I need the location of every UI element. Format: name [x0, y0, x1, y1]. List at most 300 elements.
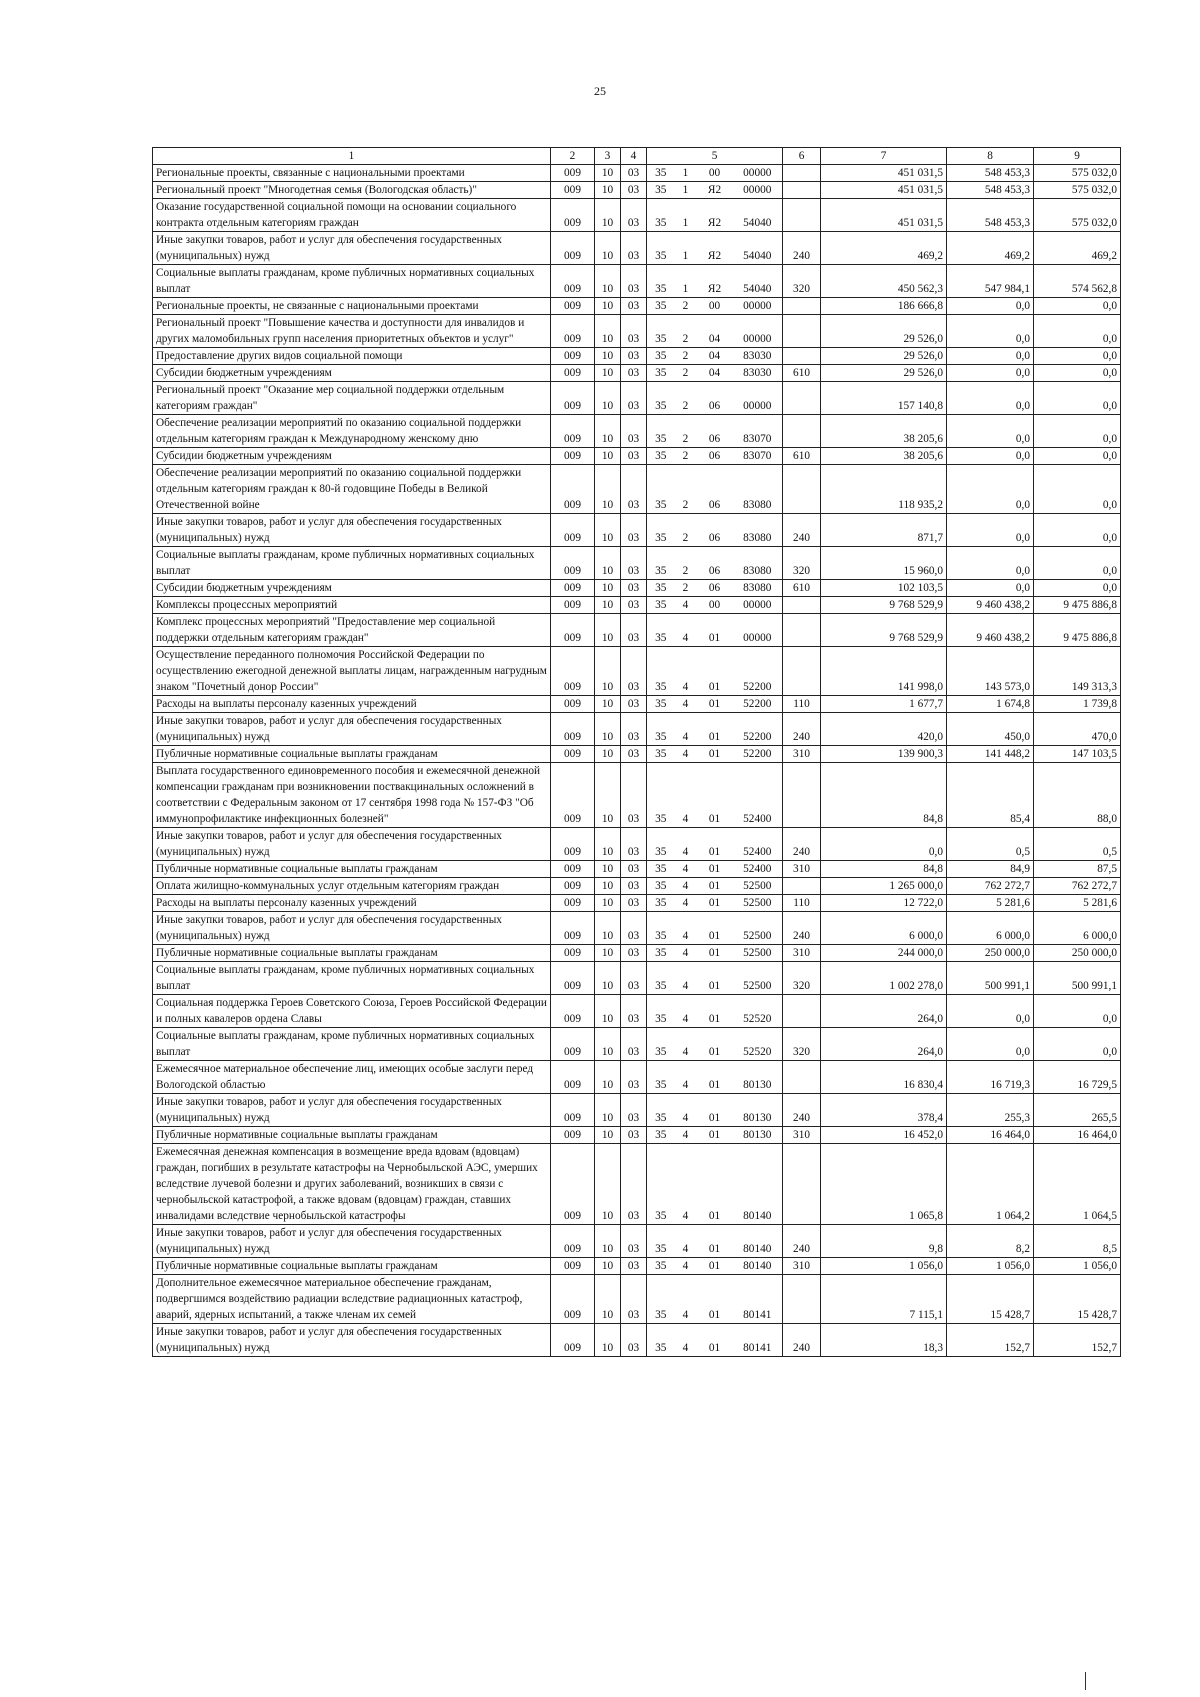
grbs-code: 009 — [551, 415, 595, 448]
target-code-program: 35 — [647, 1061, 675, 1094]
table-row — [153, 1061, 1121, 1094]
target-code-direction: 80130 — [733, 1094, 783, 1127]
table-row — [153, 1127, 1121, 1144]
section-code: 10 — [595, 861, 621, 878]
target-code-type: 4 — [675, 597, 697, 614]
target-code-direction: 80140 — [733, 1144, 783, 1225]
target-code-direction: 83070 — [733, 415, 783, 448]
expense-type-code — [783, 647, 821, 696]
row-name: Социальные выплаты гражданам, кроме публичных нормативных социальных выплат — [153, 265, 551, 298]
row-name: Комплексы процессных мероприятий — [153, 597, 551, 614]
target-code-program: 35 — [647, 315, 675, 348]
table-row — [153, 614, 1121, 647]
subsection-code: 03 — [621, 315, 647, 348]
amount-year-3: 574 562,8 — [1034, 265, 1121, 298]
expense-type-code: 310 — [783, 945, 821, 962]
target-code-program: 35 — [647, 1275, 675, 1324]
target-code-type: 4 — [675, 912, 697, 945]
grbs-code: 009 — [551, 165, 595, 182]
target-code-direction: 83080 — [733, 465, 783, 514]
header-col-5: 5 — [647, 148, 783, 165]
section-code: 10 — [595, 1028, 621, 1061]
amount-year-1: 1 677,7 — [821, 696, 947, 713]
amount-year-1: 18,3 — [821, 1324, 947, 1357]
expense-type-code: 310 — [783, 1127, 821, 1144]
subsection-code: 03 — [621, 995, 647, 1028]
amount-year-1: 38 205,6 — [821, 448, 947, 465]
amount-year-3: 0,0 — [1034, 995, 1121, 1028]
target-code-project: 01 — [697, 1225, 733, 1258]
table-row — [153, 763, 1121, 828]
amount-year-3: 87,5 — [1034, 861, 1121, 878]
target-code-project: 00 — [697, 597, 733, 614]
target-code-type: 2 — [675, 348, 697, 365]
expense-type-code: 240 — [783, 713, 821, 746]
target-code-direction: 54040 — [733, 199, 783, 232]
target-code-direction: 52500 — [733, 912, 783, 945]
table-row — [153, 448, 1121, 465]
row-name: Региональный проект "Многодетная семья (Вологодская область)" — [153, 182, 551, 199]
section-code: 10 — [595, 895, 621, 912]
section-code: 10 — [595, 1324, 621, 1357]
amount-year-3: 575 032,0 — [1034, 165, 1121, 182]
amount-year-2: 548 453,3 — [947, 182, 1034, 199]
table-row — [153, 265, 1121, 298]
table-row — [153, 696, 1121, 713]
amount-year-1: 9 768 529,9 — [821, 597, 947, 614]
amount-year-3: 147 103,5 — [1034, 746, 1121, 763]
expense-type-code: 240 — [783, 828, 821, 861]
subsection-code: 03 — [621, 298, 647, 315]
row-name: Оплата жилищно-коммунальных услуг отдельным категориям граждан — [153, 878, 551, 895]
row-name: Расходы на выплаты персоналу казенных учреждений — [153, 696, 551, 713]
amount-year-2: 0,0 — [947, 365, 1034, 382]
section-code: 10 — [595, 912, 621, 945]
target-code-project: 01 — [697, 878, 733, 895]
amount-year-2: 9 460 438,2 — [947, 597, 1034, 614]
target-code-direction: 52400 — [733, 763, 783, 828]
target-code-program: 35 — [647, 165, 675, 182]
subsection-code: 03 — [621, 878, 647, 895]
target-code-type: 4 — [675, 1061, 697, 1094]
target-code-type: 2 — [675, 448, 697, 465]
grbs-code: 009 — [551, 199, 595, 232]
table-row — [153, 547, 1121, 580]
grbs-code: 009 — [551, 713, 595, 746]
target-code-project: 01 — [697, 746, 733, 763]
subsection-code: 03 — [621, 1127, 647, 1144]
table-row — [153, 365, 1121, 382]
amount-year-3: 6 000,0 — [1034, 912, 1121, 945]
target-code-program: 35 — [647, 415, 675, 448]
target-code-type: 2 — [675, 547, 697, 580]
subsection-code: 03 — [621, 945, 647, 962]
amount-year-1: 15 960,0 — [821, 547, 947, 580]
expense-type-code — [783, 182, 821, 199]
amount-year-3: 88,0 — [1034, 763, 1121, 828]
target-code-program: 35 — [647, 298, 675, 315]
expense-type-code: 310 — [783, 861, 821, 878]
expense-type-code: 240 — [783, 1225, 821, 1258]
expense-type-code — [783, 1061, 821, 1094]
amount-year-1: 451 031,5 — [821, 165, 947, 182]
row-name: Расходы на выплаты персоналу казенных учреждений — [153, 895, 551, 912]
target-code-program: 35 — [647, 1144, 675, 1225]
grbs-code: 009 — [551, 580, 595, 597]
grbs-code: 009 — [551, 182, 595, 199]
row-name: Субсидии бюджетным учреждениям — [153, 448, 551, 465]
amount-year-2: 152,7 — [947, 1324, 1034, 1357]
amount-year-2: 548 453,3 — [947, 165, 1034, 182]
expense-type-code: 320 — [783, 265, 821, 298]
subsection-code: 03 — [621, 828, 647, 861]
table-row — [153, 1324, 1121, 1357]
target-code-direction: 52500 — [733, 895, 783, 912]
target-code-direction: 83080 — [733, 547, 783, 580]
amount-year-3: 0,0 — [1034, 465, 1121, 514]
expense-type-code — [783, 614, 821, 647]
target-code-program: 35 — [647, 448, 675, 465]
expense-type-code: 110 — [783, 895, 821, 912]
expense-type-code: 240 — [783, 912, 821, 945]
amount-year-2: 0,0 — [947, 415, 1034, 448]
table-row — [153, 182, 1121, 199]
amount-year-1: 450 562,3 — [821, 265, 947, 298]
target-code-direction: 52500 — [733, 962, 783, 995]
amount-year-1: 6 000,0 — [821, 912, 947, 945]
target-code-program: 35 — [647, 580, 675, 597]
amount-year-1: 871,7 — [821, 514, 947, 547]
expense-type-code — [783, 763, 821, 828]
grbs-code: 009 — [551, 265, 595, 298]
section-code: 10 — [595, 945, 621, 962]
section-code: 10 — [595, 995, 621, 1028]
target-code-type: 4 — [675, 945, 697, 962]
amount-year-3: 470,0 — [1034, 713, 1121, 746]
subsection-code: 03 — [621, 365, 647, 382]
amount-year-2: 1 674,8 — [947, 696, 1034, 713]
subsection-code: 03 — [621, 182, 647, 199]
amount-year-1: 1 056,0 — [821, 1258, 947, 1275]
target-code-type: 4 — [675, 614, 697, 647]
grbs-code: 009 — [551, 232, 595, 265]
target-code-type: 4 — [675, 962, 697, 995]
target-code-program: 35 — [647, 1094, 675, 1127]
table-row — [153, 232, 1121, 265]
row-name: Региональный проект "Оказание мер социальной поддержки отдельным категориям граждан" — [153, 382, 551, 415]
target-code-program: 35 — [647, 514, 675, 547]
subsection-code: 03 — [621, 962, 647, 995]
section-code: 10 — [595, 265, 621, 298]
grbs-code: 009 — [551, 315, 595, 348]
amount-year-3: 9 475 886,8 — [1034, 597, 1121, 614]
target-code-direction: 54040 — [733, 232, 783, 265]
target-code-type: 4 — [675, 1094, 697, 1127]
target-code-direction: 52500 — [733, 945, 783, 962]
target-code-program: 35 — [647, 182, 675, 199]
row-name: Социальная поддержка Героев Советского Союза, Героев Российской Федерации и полных кавалеров ордена Славы — [153, 995, 551, 1028]
target-code-project: 01 — [697, 614, 733, 647]
table-row — [153, 382, 1121, 415]
amount-year-3: 0,0 — [1034, 514, 1121, 547]
section-code: 10 — [595, 828, 621, 861]
amount-year-2: 85,4 — [947, 763, 1034, 828]
table-row — [153, 1028, 1121, 1061]
table-row — [153, 861, 1121, 878]
expense-type-code: 240 — [783, 232, 821, 265]
row-name: Иные закупки товаров, работ и услуг для обеспечения государственных (муниципальных) нужд — [153, 912, 551, 945]
target-code-direction: 52200 — [733, 647, 783, 696]
expense-type-code — [783, 878, 821, 895]
subsection-code: 03 — [621, 1324, 647, 1357]
expense-type-code: 240 — [783, 514, 821, 547]
row-name: Региональный проект "Повышение качества и доступности для инвалидов и других маломобильных групп населения приоритетных объектов и услуг" — [153, 315, 551, 348]
grbs-code: 009 — [551, 912, 595, 945]
target-code-project: 01 — [697, 962, 733, 995]
target-code-type: 1 — [675, 265, 697, 298]
amount-year-2: 250 000,0 — [947, 945, 1034, 962]
row-name: Субсидии бюджетным учреждениям — [153, 580, 551, 597]
amount-year-3: 1 064,5 — [1034, 1144, 1121, 1225]
target-code-type: 4 — [675, 713, 697, 746]
target-code-program: 35 — [647, 1258, 675, 1275]
target-code-program: 35 — [647, 1028, 675, 1061]
target-code-project: 01 — [697, 1127, 733, 1144]
target-code-project: 04 — [697, 365, 733, 382]
section-code: 10 — [595, 1275, 621, 1324]
header-row — [153, 148, 1121, 165]
amount-year-2: 16 719,3 — [947, 1061, 1034, 1094]
amount-year-2: 15 428,7 — [947, 1275, 1034, 1324]
section-code: 10 — [595, 1144, 621, 1225]
amount-year-2: 0,0 — [947, 995, 1034, 1028]
header-col-9: 9 — [1034, 148, 1121, 165]
target-code-program: 35 — [647, 365, 675, 382]
target-code-project: 01 — [697, 713, 733, 746]
target-code-program: 35 — [647, 912, 675, 945]
amount-year-2: 547 984,1 — [947, 265, 1034, 298]
row-name: Субсидии бюджетным учреждениям — [153, 365, 551, 382]
target-code-program: 35 — [647, 995, 675, 1028]
target-code-project: 04 — [697, 315, 733, 348]
subsection-code: 03 — [621, 580, 647, 597]
grbs-code: 009 — [551, 1061, 595, 1094]
target-code-project: 01 — [697, 912, 733, 945]
row-name: Публичные нормативные социальные выплаты гражданам — [153, 945, 551, 962]
grbs-code: 009 — [551, 1094, 595, 1127]
target-code-project: 00 — [697, 298, 733, 315]
section-code: 10 — [595, 165, 621, 182]
table-row — [153, 1275, 1121, 1324]
target-code-type: 1 — [675, 232, 697, 265]
subsection-code: 03 — [621, 465, 647, 514]
amount-year-2: 84,9 — [947, 861, 1034, 878]
target-code-project: 01 — [697, 1144, 733, 1225]
target-code-type: 2 — [675, 514, 697, 547]
budget-table — [152, 147, 1121, 1357]
target-code-type: 2 — [675, 580, 697, 597]
target-code-program: 35 — [647, 962, 675, 995]
amount-year-2: 500 991,1 — [947, 962, 1034, 995]
target-code-program: 35 — [647, 861, 675, 878]
row-name: Региональные проекты, связанные с национальными проектами — [153, 165, 551, 182]
target-code-project: 01 — [697, 1324, 733, 1357]
section-code: 10 — [595, 365, 621, 382]
subsection-code: 03 — [621, 199, 647, 232]
amount-year-3: 0,0 — [1034, 365, 1121, 382]
expense-type-code: 320 — [783, 547, 821, 580]
section-code: 10 — [595, 1061, 621, 1094]
amount-year-2: 762 272,7 — [947, 878, 1034, 895]
amount-year-1: 84,8 — [821, 763, 947, 828]
grbs-code: 009 — [551, 895, 595, 912]
target-code-project: 06 — [697, 382, 733, 415]
amount-year-1: 451 031,5 — [821, 199, 947, 232]
target-code-direction: 00000 — [733, 382, 783, 415]
target-code-direction: 52200 — [733, 746, 783, 763]
row-name: Региональные проекты, не связанные с национальными проектами — [153, 298, 551, 315]
row-name: Социальные выплаты гражданам, кроме публичных нормативных социальных выплат — [153, 547, 551, 580]
amount-year-1: 29 526,0 — [821, 348, 947, 365]
section-code: 10 — [595, 1094, 621, 1127]
amount-year-2: 0,0 — [947, 465, 1034, 514]
amount-year-1: 0,0 — [821, 828, 947, 861]
amount-year-1: 186 666,8 — [821, 298, 947, 315]
amount-year-2: 0,0 — [947, 298, 1034, 315]
grbs-code: 009 — [551, 514, 595, 547]
target-code-direction: 00000 — [733, 597, 783, 614]
amount-year-3: 500 991,1 — [1034, 962, 1121, 995]
header-col-3: 3 — [595, 148, 621, 165]
expense-type-code: 240 — [783, 1324, 821, 1357]
subsection-code: 03 — [621, 895, 647, 912]
subsection-code: 03 — [621, 1094, 647, 1127]
amount-year-3: 0,0 — [1034, 448, 1121, 465]
target-code-direction: 80130 — [733, 1061, 783, 1094]
section-code: 10 — [595, 1258, 621, 1275]
grbs-code: 009 — [551, 1144, 595, 1225]
target-code-program: 35 — [647, 878, 675, 895]
grbs-code: 009 — [551, 1324, 595, 1357]
section-code: 10 — [595, 647, 621, 696]
row-name: Социальные выплаты гражданам, кроме публичных нормативных социальных выплат — [153, 1028, 551, 1061]
target-code-type: 4 — [675, 696, 697, 713]
amount-year-3: 0,0 — [1034, 348, 1121, 365]
expense-type-code — [783, 298, 821, 315]
expense-type-code — [783, 995, 821, 1028]
target-code-direction: 52520 — [733, 1028, 783, 1061]
grbs-code: 009 — [551, 763, 595, 828]
amount-year-2: 0,0 — [947, 315, 1034, 348]
subsection-code: 03 — [621, 1258, 647, 1275]
amount-year-3: 265,5 — [1034, 1094, 1121, 1127]
amount-year-3: 0,5 — [1034, 828, 1121, 861]
target-code-project: 01 — [697, 945, 733, 962]
target-code-direction: 00000 — [733, 182, 783, 199]
table-row — [153, 895, 1121, 912]
subsection-code: 03 — [621, 232, 647, 265]
target-code-program: 35 — [647, 696, 675, 713]
amount-year-1: 102 103,5 — [821, 580, 947, 597]
amount-year-1: 378,4 — [821, 1094, 947, 1127]
target-code-program: 35 — [647, 763, 675, 828]
amount-year-2: 1 064,2 — [947, 1144, 1034, 1225]
target-code-type: 2 — [675, 365, 697, 382]
section-code: 10 — [595, 415, 621, 448]
amount-year-2: 0,5 — [947, 828, 1034, 861]
grbs-code: 009 — [551, 945, 595, 962]
row-name: Публичные нормативные социальные выплаты гражданам — [153, 1127, 551, 1144]
expense-type-code — [783, 382, 821, 415]
subsection-code: 03 — [621, 912, 647, 945]
amount-year-3: 0,0 — [1034, 382, 1121, 415]
section-code: 10 — [595, 962, 621, 995]
grbs-code: 009 — [551, 348, 595, 365]
expense-type-code — [783, 1144, 821, 1225]
header-col-8: 8 — [947, 148, 1034, 165]
subsection-code: 03 — [621, 348, 647, 365]
subsection-code: 03 — [621, 763, 647, 828]
target-code-type: 1 — [675, 199, 697, 232]
amount-year-2: 0,0 — [947, 547, 1034, 580]
target-code-direction: 52200 — [733, 713, 783, 746]
target-code-program: 35 — [647, 382, 675, 415]
target-code-program: 35 — [647, 647, 675, 696]
target-code-project: Я2 — [697, 199, 733, 232]
target-code-program: 35 — [647, 199, 675, 232]
row-name: Дополнительное ежемесячное материальное обеспечение гражданам, подвергшимся воздействию радиации вследствие радиационных катастроф, аварий, ядерных испытаний, а также членам их семей — [153, 1275, 551, 1324]
target-code-direction: 00000 — [733, 165, 783, 182]
subsection-code: 03 — [621, 647, 647, 696]
expense-type-code: 320 — [783, 1028, 821, 1061]
target-code-type: 2 — [675, 382, 697, 415]
target-code-program: 35 — [647, 1324, 675, 1357]
table-row — [153, 199, 1121, 232]
subsection-code: 03 — [621, 165, 647, 182]
target-code-direction: 83070 — [733, 448, 783, 465]
target-code-program: 35 — [647, 895, 675, 912]
table-row — [153, 878, 1121, 895]
amount-year-1: 141 998,0 — [821, 647, 947, 696]
page-number: 25 — [594, 84, 606, 98]
grbs-code: 009 — [551, 1127, 595, 1144]
section-code: 10 — [595, 547, 621, 580]
target-code-project: 06 — [697, 448, 733, 465]
header-col-7: 7 — [821, 148, 947, 165]
target-code-project: Я2 — [697, 182, 733, 199]
target-code-program: 35 — [647, 1127, 675, 1144]
header-col-1: 1 — [153, 148, 551, 165]
section-code: 10 — [595, 448, 621, 465]
row-name: Обеспечение реализации мероприятий по оказанию социальной поддержки отдельным категориям граждан к 80-й годовщине Победы в Великой Отечественной войне — [153, 465, 551, 514]
target-code-type: 1 — [675, 165, 697, 182]
table-row — [153, 912, 1121, 945]
target-code-type: 2 — [675, 465, 697, 514]
target-code-direction: 52400 — [733, 828, 783, 861]
target-code-project: 01 — [697, 895, 733, 912]
expense-type-code: 240 — [783, 1094, 821, 1127]
table-row — [153, 828, 1121, 861]
subsection-code: 03 — [621, 514, 647, 547]
amount-year-1: 84,8 — [821, 861, 947, 878]
amount-year-1: 16 830,4 — [821, 1061, 947, 1094]
amount-year-2: 1 056,0 — [947, 1258, 1034, 1275]
amount-year-1: 9 768 529,9 — [821, 614, 947, 647]
expense-type-code: 310 — [783, 746, 821, 763]
target-code-project: 01 — [697, 1028, 733, 1061]
target-code-type: 1 — [675, 182, 697, 199]
expense-type-code — [783, 348, 821, 365]
